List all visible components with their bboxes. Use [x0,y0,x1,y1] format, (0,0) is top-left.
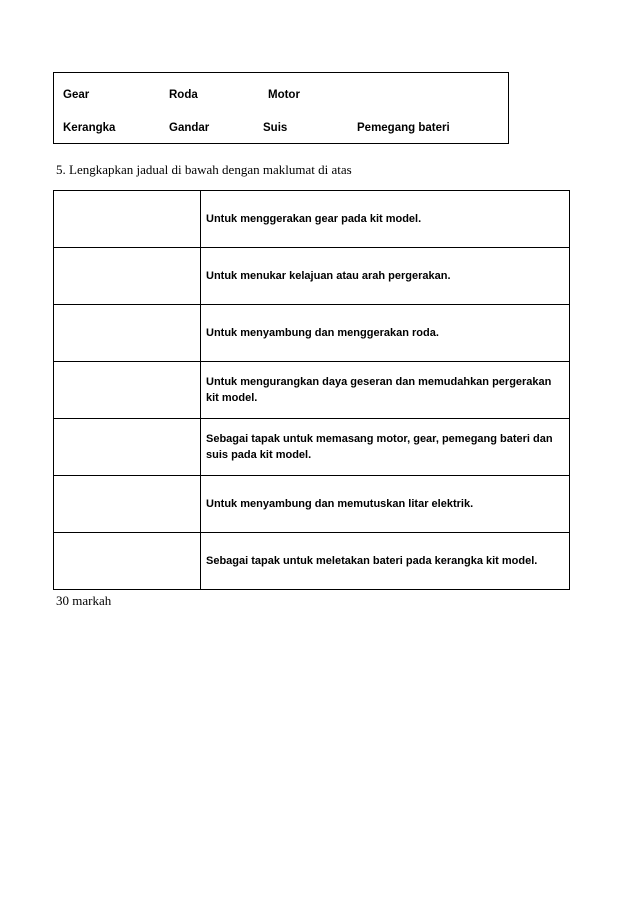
word-gear: Gear [63,89,90,101]
answer-cell[interactable] [54,191,201,248]
description-cell: Untuk mengurangkan daya geseran dan memudahkan pergerakan kit model. [201,362,570,419]
answer-cell[interactable] [54,419,201,476]
description-cell: Untuk menggerakan gear pada kit model. [201,191,570,248]
description-cell: Sebagai tapak untuk meletakan bateri pada kerangka kit model. [201,533,570,590]
word-bank-box [53,72,509,144]
table-row [54,419,570,476]
answer-cell[interactable] [54,533,201,590]
table-row [54,248,570,305]
description-cell: Untuk menyambung dan menggerakan roda. [201,305,570,362]
table-row [54,476,570,533]
word-roda: Roda [169,89,198,101]
answer-table [53,190,570,590]
description-cell: Untuk menukar kelajuan atau arah pergerakan. [201,248,570,305]
word-gandar: Gandar [169,122,210,134]
answer-cell[interactable] [54,362,201,419]
description-cell: Untuk menyambung dan memutuskan litar elektrik. [201,476,570,533]
word-motor: Motor [268,89,300,101]
table-row [54,305,570,362]
table-row [54,362,570,419]
table-row [54,191,570,248]
question-text: 5. Lengkapkan jadual di bawah dengan maklumat di atas [56,162,352,177]
table-row [54,533,570,590]
description-cell: Sebagai tapak untuk memasang motor, gear, pemegang bateri dan suis pada kit model. [201,419,570,476]
word-pemegang-bateri: Pemegang bateri [357,122,450,134]
answer-cell[interactable] [54,248,201,305]
answer-cell[interactable] [54,476,201,533]
word-suis: Suis [263,122,288,134]
marks-label: 30 markah [56,593,112,608]
answer-cell[interactable] [54,305,201,362]
word-kerangka: Kerangka [63,122,116,134]
